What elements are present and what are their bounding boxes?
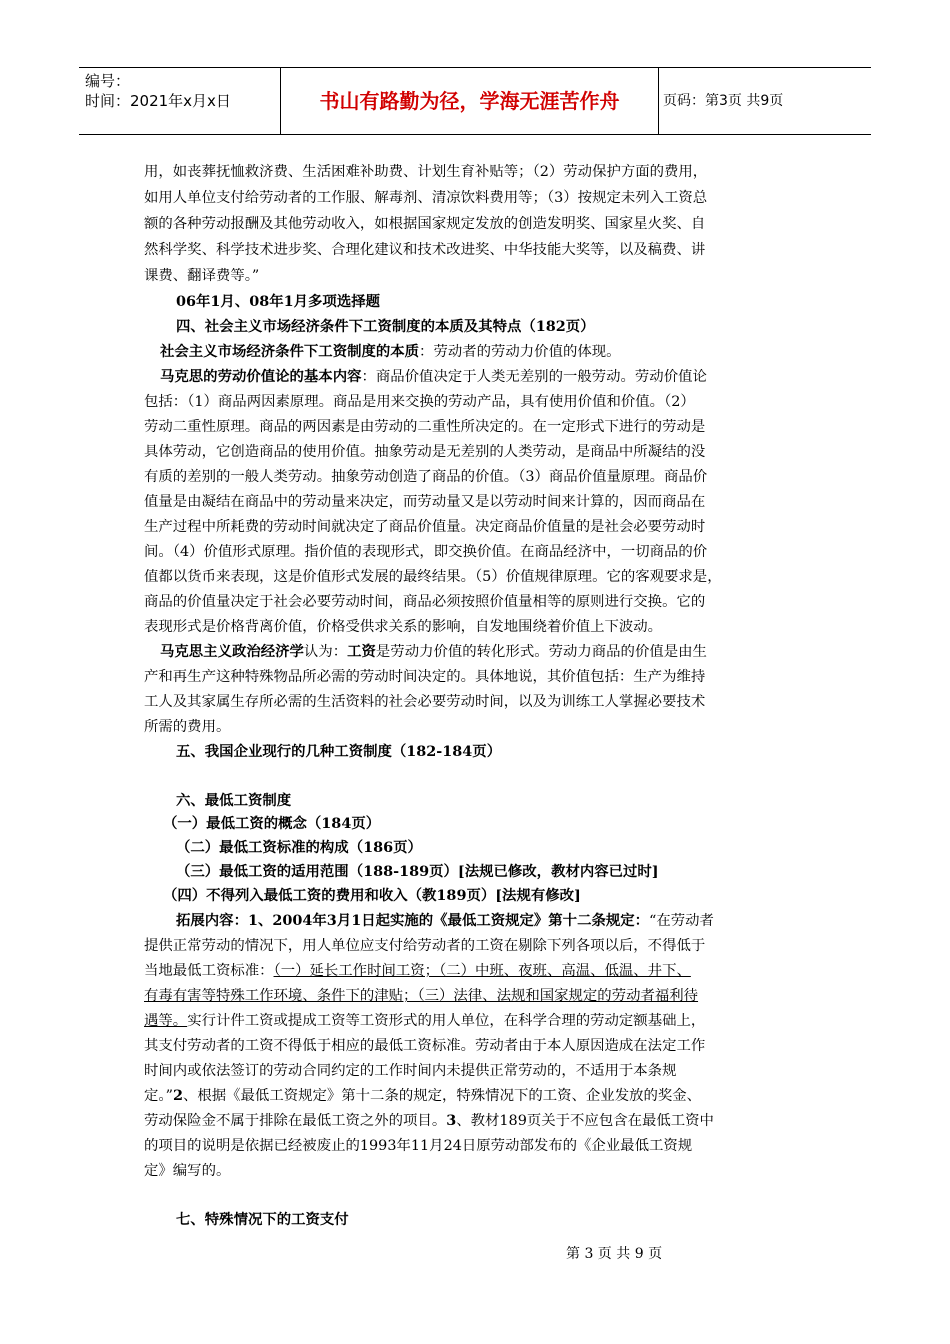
paragraph-line: 生产过程中所耗费的劳动时间就决定了商品价值量。决定商品价值量的是社会必要劳动时: [144, 519, 706, 535]
term: 马克思的劳动价值论的基本内容: [160, 368, 362, 385]
paragraph-line: 所需的费用。: [144, 719, 231, 735]
paragraph-line: 提供正常劳动的情况下，用人单位应支付给劳动者的工资在剔除下列各项以后，不得低于: [144, 938, 706, 954]
paragraph-line: 包括：（1）商品两因素原理。商品是用来交换的劳动产品，具有使用价值和价值。（2）: [144, 394, 695, 410]
paragraph-line: [160, 365, 828, 386]
paragraph-line: [144, 1084, 812, 1105]
text: 定。”: [144, 1088, 173, 1104]
section-heading-7: 七、特殊情况下的工资支付: [176, 1211, 349, 1228]
page-header: [79, 67, 871, 135]
paragraph-line: 额的各种劳动报酬及其他劳动收入，如根据国家规定发放的创造发明奖、国家星火奖、自: [144, 216, 706, 232]
term: 拓展内容：1、2004年3月1日起实施的《最低工资规定》第十二条规定：: [176, 912, 650, 929]
paragraph-line: 间。（4）价值形式原理。指价值的表现形式，即交换价值。在商品经济中，一切商品的价: [144, 544, 708, 560]
term: 工资: [347, 643, 376, 660]
paragraph-line: [160, 640, 828, 661]
header-motto: 书山有路勤为径，学海无涯苦作舟: [280, 68, 659, 134]
page-footer: 第 3 页 共 9 页: [566, 1246, 663, 1262]
text: 当地最低工资标准：: [144, 963, 274, 979]
paragraph-line: 劳动二重性原理。商品的两因素是由劳动的二重性所决定的。在一定形式下进行的劳动是: [144, 419, 706, 435]
term: 社会主义市场经济条件下工资制度的本质: [160, 343, 420, 360]
paragraph-line: 如用人单位支付给劳动者的工作服、解毒剂、清凉饮料费用等；（3）按规定未列入工资总: [144, 190, 708, 206]
paragraph-line: 产和再生产这种特殊物品所必需的劳动时间决定的。具体地说，其价值包括：生产为维持: [144, 669, 706, 685]
subheading: （一）最低工资的概念（184页）: [163, 815, 381, 832]
text: ：劳动者的劳动力价值的体现。: [419, 344, 621, 360]
header-page-number: 页码：第3页 共9页: [663, 93, 784, 109]
text: 劳动保险金不属于排除在最低工资之外的项目。: [144, 1113, 447, 1129]
paragraph-line: 值都以货币来表现，这是价值形式发展的最终结果。（5）价值规律原理。它的客观要求是，: [144, 569, 722, 585]
paragraph-line: [144, 1009, 812, 1030]
paragraph-line: 用，如丧葬抚恤救济费、生活困难补助费、计划生育补贴等；（2）劳动保护方面的费用，: [144, 164, 708, 180]
paragraph-line: 有毒有害等特殊工作环境、条件下的津贴；（三）法律、法规和国家规定的劳动者福利待: [144, 988, 699, 1004]
underlined-text: 遇等。: [144, 1013, 188, 1029]
code-label: 编号：: [85, 72, 131, 90]
text: ：商品价值决定于人类无差别的一般劳动。劳动价值论: [361, 369, 707, 385]
paragraph-line: 商品的价值量决定于社会必要劳动时间，商品必须按照价值量相等的原则进行交换。它的: [144, 594, 706, 610]
paragraph-line: 工人及其家属生存所必需的生活资料的社会必要劳动时间，以及为训练工人掌握必要技术: [144, 694, 706, 710]
paragraph-line: 课费、翻译费等。”: [144, 268, 260, 284]
paragraph-line: 其支付劳动者的工资不得低于相应的最低工资标准。劳动者由于本人原因造成在法定工作: [144, 1038, 706, 1054]
subheading: （二）最低工资标准的构成（186页）: [176, 839, 422, 856]
text: “在劳动者: [649, 913, 714, 929]
paragraph-line: 具体劳动，它创造商品的使用价值。抽象劳动是无差别的人类劳动，是商品中所凝结的没: [144, 444, 706, 460]
subheading: （三）最低工资的适用范围（188-189页）[法规已修改，教材内容已过时]: [176, 863, 659, 880]
header-meta: [79, 68, 280, 134]
paragraph-line: 值量是由凝结在商品中的劳动量来决定，而劳动量又是以劳动时间来计算的，因而商品在: [144, 494, 706, 510]
term: 3: [446, 1112, 457, 1129]
paragraph-line: 表现形式是价格背离价值，价格受供求关系的影响，自发地围绕着价值上下波动。: [144, 619, 663, 635]
text: 、教材189页关于不应包含在最低工资中: [456, 1113, 714, 1129]
exam-note: 06年1月、08年1月多项选择题: [176, 293, 380, 310]
section-heading-5: 五、我国企业现行的几种工资制度（182-184页）: [176, 743, 502, 760]
date-label: 时间：2021年x月x日: [85, 92, 231, 110]
paragraph-line: 定》编写的。: [144, 1163, 231, 1179]
term: 马克思主义政治经济学: [160, 643, 304, 660]
text: 认为：: [303, 644, 348, 660]
paragraph-line: [144, 1109, 812, 1130]
paragraph-line: 有质的差别的一般人类劳动。抽象劳动创造了商品的价值。（3）商品价值量原理。商品价: [144, 469, 708, 485]
section-heading-6: 六、最低工资制度: [176, 792, 292, 809]
paragraph-line: 然科学奖、科学技术进步奖、合理化建议和技术改进奖、中华技能大奖等，以及稿费、讲: [144, 242, 706, 258]
underlined-text: （一）延长工作时间工资；（二）中班、夜班、高温、低温、井下、: [273, 963, 691, 979]
paragraph-line: [160, 340, 828, 361]
text: 实行计件工资或提成工资等工资形式的用人单位，在科学合理的劳动定额基础上，: [187, 1013, 706, 1029]
subheading: （四）不得列入最低工资的费用和收入（教189页）[法规有修改]: [163, 887, 581, 904]
text: 是劳动力价值的转化形式。劳动力商品的价值是由生: [375, 644, 707, 660]
paragraph-line: [176, 909, 844, 930]
paragraph-line: [144, 959, 812, 980]
text: 、根据《最低工资规定》第十二条的规定，特殊情况下的工资、企业发放的奖金、: [182, 1088, 702, 1104]
paragraph-line: 时间内或依法签订的劳动合同约定的工作时间内未提供正常劳动的，不适用于本条规: [144, 1063, 677, 1079]
term: 2: [172, 1087, 183, 1104]
paragraph-line: 的项目的说明是依据已经被废止的1993年11月24日原劳动部发布的《企业最低工资规: [144, 1138, 693, 1154]
section-heading-4: 四、社会主义市场经济条件下工资制度的本质及其特点（182页）: [176, 318, 595, 335]
